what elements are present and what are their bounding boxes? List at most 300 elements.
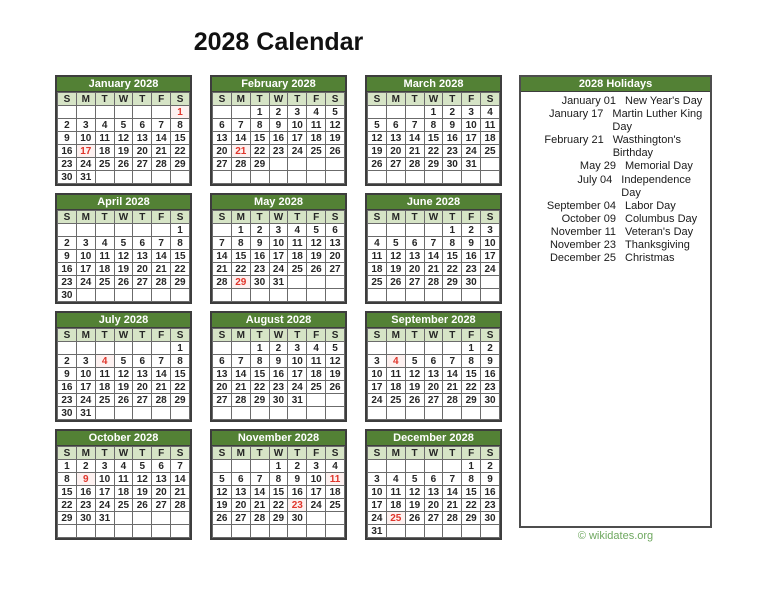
day-cell: 20 (424, 381, 443, 394)
day-cell: 10 (269, 237, 288, 250)
holiday-row (521, 200, 710, 213)
weekday-header: F (462, 329, 481, 342)
day-cell: 16 (269, 368, 288, 381)
day-cell: 7 (152, 237, 171, 250)
weekday-header: S (481, 93, 500, 106)
day-cell: 27 (213, 158, 232, 171)
day-cell: 19 (386, 263, 405, 276)
empty-day-cell (307, 158, 326, 171)
day-cell: 4 (307, 342, 326, 355)
day-cell: 2 (288, 460, 307, 473)
day-cell: 7 (250, 473, 269, 486)
empty-day-cell (307, 394, 326, 407)
empty-day-cell (424, 289, 443, 302)
day-cell: 23 (76, 499, 95, 512)
day-cell: 19 (114, 263, 133, 276)
day-cell: 10 (76, 132, 95, 145)
empty-day-cell (269, 407, 288, 420)
day-cell: 21 (424, 263, 443, 276)
empty-day-cell (152, 512, 171, 525)
day-cell: 1 (443, 224, 462, 237)
day-cell: 17 (76, 381, 95, 394)
day-cell: 8 (462, 355, 481, 368)
day-cell: 1 (171, 106, 190, 119)
day-cell: 19 (326, 368, 345, 381)
empty-day-cell (288, 407, 307, 420)
day-cell: 23 (481, 381, 500, 394)
day-cell: 14 (405, 132, 424, 145)
day-cell: 18 (481, 132, 500, 145)
holiday-name: Martin Luther King Day (612, 108, 703, 134)
weekday-header: W (114, 329, 133, 342)
weekday-header: T (405, 93, 424, 106)
day-cell: 14 (424, 250, 443, 263)
day-cell: 25 (368, 276, 387, 289)
day-cell: 24 (481, 263, 500, 276)
day-cell: 27 (405, 276, 424, 289)
empty-day-cell (76, 224, 95, 237)
empty-day-cell (269, 289, 288, 302)
day-cell: 8 (269, 473, 288, 486)
day-cell: 29 (462, 394, 481, 407)
day-cell: 3 (368, 473, 387, 486)
day-cell: 30 (250, 276, 269, 289)
empty-day-cell (58, 525, 77, 538)
day-cell: 27 (231, 512, 250, 525)
day-cell: 18 (307, 368, 326, 381)
holiday-row (521, 134, 710, 160)
empty-day-cell (213, 106, 232, 119)
empty-day-cell (133, 512, 152, 525)
empty-day-cell (213, 342, 232, 355)
weekday-header: T (133, 447, 152, 460)
day-cell: 8 (58, 473, 77, 486)
day-cell: 8 (231, 237, 250, 250)
holiday-row (521, 160, 710, 173)
holiday-row (521, 108, 710, 134)
day-cell: 24 (462, 145, 481, 158)
day-cell: 25 (307, 381, 326, 394)
empty-day-cell (114, 342, 133, 355)
empty-day-cell (405, 525, 424, 538)
day-cell: 24 (307, 499, 326, 512)
day-cell: 20 (326, 250, 345, 263)
empty-day-cell (386, 106, 405, 119)
day-cell: 22 (171, 381, 190, 394)
weekday-header: T (250, 447, 269, 460)
day-cell: 25 (386, 512, 405, 525)
day-cell: 29 (58, 512, 77, 525)
holiday-name: Veteran's Day (625, 225, 694, 238)
weekday-header: F (152, 93, 171, 106)
day-cell: 14 (250, 486, 269, 499)
empty-day-cell (58, 224, 77, 237)
empty-day-cell (462, 407, 481, 420)
weekday-header: S (481, 447, 500, 460)
day-cell: 24 (95, 499, 114, 512)
empty-day-cell (326, 512, 345, 525)
weekday-header: W (424, 93, 443, 106)
empty-day-cell (58, 106, 77, 119)
day-cell: 18 (288, 250, 307, 263)
day-cell: 22 (462, 381, 481, 394)
day-cell: 14 (213, 250, 232, 263)
day-cell: 6 (386, 119, 405, 132)
day-cell: 14 (443, 368, 462, 381)
empty-day-cell (114, 106, 133, 119)
day-cell: 17 (462, 132, 481, 145)
day-cell: 13 (152, 473, 171, 486)
day-cell: 8 (171, 355, 190, 368)
day-cell: 30 (288, 512, 307, 525)
month-calendar (55, 429, 192, 540)
empty-day-cell (114, 407, 133, 420)
day-cell: 25 (288, 263, 307, 276)
day-cell: 11 (95, 132, 114, 145)
day-cell: 21 (231, 381, 250, 394)
day-cell: 6 (152, 460, 171, 473)
day-cell: 4 (95, 355, 114, 368)
day-cell: 30 (58, 171, 77, 184)
day-cell: 9 (481, 473, 500, 486)
day-cell: 22 (424, 145, 443, 158)
weekday-header: S (481, 329, 500, 342)
day-cell: 14 (152, 368, 171, 381)
day-cell: 12 (368, 132, 387, 145)
day-cell: 19 (133, 486, 152, 499)
empty-day-cell (171, 289, 190, 302)
weekday-header: T (288, 329, 307, 342)
empty-day-cell (133, 224, 152, 237)
day-cell: 11 (114, 473, 133, 486)
day-cell: 21 (405, 145, 424, 158)
day-cell: 26 (386, 276, 405, 289)
month-title: October 2028 (57, 431, 190, 446)
day-cell: 3 (76, 119, 95, 132)
day-cell: 23 (462, 263, 481, 276)
holidays-panel (519, 75, 712, 528)
empty-day-cell (269, 158, 288, 171)
weekday-header: T (133, 211, 152, 224)
day-cell: 25 (326, 499, 345, 512)
day-cell: 2 (462, 224, 481, 237)
day-cell: 11 (326, 473, 345, 486)
empty-day-cell (443, 407, 462, 420)
weekday-header: T (405, 329, 424, 342)
weekday-header: S (58, 447, 77, 460)
day-cell: 27 (133, 158, 152, 171)
day-cell: 15 (171, 250, 190, 263)
holidays-panel-title: 2028 Holidays (521, 77, 710, 92)
weekday-header: S (213, 93, 232, 106)
day-cell: 20 (405, 263, 424, 276)
day-cell: 21 (213, 263, 232, 276)
weekday-header: M (231, 447, 250, 460)
day-cell: 15 (58, 486, 77, 499)
day-cell: 16 (481, 486, 500, 499)
weekday-header: S (213, 447, 232, 460)
day-cell: 27 (133, 394, 152, 407)
empty-day-cell (250, 460, 269, 473)
empty-day-cell (114, 224, 133, 237)
day-cell: 23 (481, 499, 500, 512)
day-cell: 18 (326, 486, 345, 499)
empty-day-cell (133, 407, 152, 420)
day-cell: 2 (269, 106, 288, 119)
day-cell: 3 (95, 460, 114, 473)
day-cell: 24 (288, 381, 307, 394)
holiday-date: October 09 (561, 212, 616, 225)
day-cell: 16 (58, 263, 77, 276)
day-cell: 17 (481, 250, 500, 263)
empty-day-cell (250, 407, 269, 420)
empty-day-cell (481, 171, 500, 184)
weekday-header: M (386, 211, 405, 224)
empty-day-cell (368, 407, 387, 420)
day-cell: 29 (462, 512, 481, 525)
day-cell: 6 (405, 237, 424, 250)
empty-day-cell (405, 224, 424, 237)
day-cell: 14 (443, 486, 462, 499)
month-title: June 2028 (367, 195, 500, 210)
day-cell: 20 (213, 145, 232, 158)
weekday-header: W (424, 329, 443, 342)
empty-day-cell (368, 289, 387, 302)
day-cell: 24 (76, 276, 95, 289)
weekday-header: W (424, 211, 443, 224)
day-cell: 17 (288, 132, 307, 145)
day-cell: 14 (152, 250, 171, 263)
day-cell: 12 (133, 473, 152, 486)
empty-day-cell (462, 171, 481, 184)
day-cell: 11 (368, 250, 387, 263)
day-cell: 14 (171, 473, 190, 486)
day-cell: 29 (424, 158, 443, 171)
day-cell: 7 (171, 460, 190, 473)
empty-day-cell (95, 342, 114, 355)
day-cell: 15 (443, 250, 462, 263)
day-cell: 9 (250, 237, 269, 250)
day-cell: 31 (368, 525, 387, 538)
day-cell: 2 (443, 106, 462, 119)
day-cell: 17 (95, 486, 114, 499)
day-cell: 19 (114, 145, 133, 158)
weekday-header: M (76, 211, 95, 224)
empty-day-cell (307, 276, 326, 289)
empty-day-cell (405, 407, 424, 420)
day-cell: 4 (368, 237, 387, 250)
day-cell: 2 (58, 119, 77, 132)
month-calendar (365, 429, 502, 540)
month-calendar (365, 311, 502, 422)
holiday-row (521, 226, 710, 239)
weekday-header: S (171, 447, 190, 460)
day-cell: 22 (462, 499, 481, 512)
day-cell: 27 (213, 394, 232, 407)
empty-day-cell (76, 342, 95, 355)
day-cell: 9 (76, 473, 95, 486)
weekday-header: W (114, 211, 133, 224)
day-cell: 5 (114, 237, 133, 250)
day-cell: 19 (405, 381, 424, 394)
holiday-name: New Year's Day (625, 95, 703, 107)
weekday-header: T (443, 211, 462, 224)
empty-day-cell (405, 171, 424, 184)
day-cell: 6 (213, 355, 232, 368)
day-cell: 4 (307, 106, 326, 119)
month-calendar (210, 75, 347, 186)
day-cell: 12 (114, 250, 133, 263)
day-cell: 27 (386, 158, 405, 171)
day-cell: 3 (462, 106, 481, 119)
empty-day-cell (326, 407, 345, 420)
day-cell: 25 (307, 145, 326, 158)
empty-day-cell (368, 224, 387, 237)
weekday-header: S (213, 211, 232, 224)
day-cell: 9 (481, 355, 500, 368)
day-cell: 21 (231, 145, 250, 158)
holiday-row (521, 252, 710, 265)
day-cell: 4 (386, 355, 405, 368)
weekday-header: M (231, 329, 250, 342)
day-cell: 7 (443, 473, 462, 486)
empty-day-cell (114, 525, 133, 538)
day-cell: 30 (481, 394, 500, 407)
day-cell: 2 (269, 342, 288, 355)
day-cell: 5 (326, 342, 345, 355)
day-cell: 11 (95, 250, 114, 263)
empty-day-cell (386, 342, 405, 355)
day-cell: 13 (133, 132, 152, 145)
empty-day-cell (171, 407, 190, 420)
day-cell: 10 (76, 250, 95, 263)
day-cell: 13 (213, 368, 232, 381)
empty-day-cell (152, 224, 171, 237)
page-title: 2028 Calendar (193, 28, 364, 56)
empty-day-cell (213, 289, 232, 302)
day-cell: 3 (76, 237, 95, 250)
empty-day-cell (443, 171, 462, 184)
day-cell: 21 (152, 263, 171, 276)
weekday-header: F (307, 329, 326, 342)
weekday-header: F (462, 93, 481, 106)
day-cell: 5 (368, 119, 387, 132)
month-calendar (210, 193, 347, 304)
empty-day-cell (269, 525, 288, 538)
empty-day-cell (95, 407, 114, 420)
day-cell: 20 (213, 381, 232, 394)
weekday-header: T (95, 211, 114, 224)
weekday-header: M (76, 329, 95, 342)
holiday-date: September 04 (546, 199, 616, 212)
day-cell: 29 (250, 394, 269, 407)
weekday-header: T (405, 211, 424, 224)
day-cell: 31 (269, 276, 288, 289)
weekday-header: M (231, 211, 250, 224)
day-cell: 29 (171, 394, 190, 407)
day-cell: 16 (250, 250, 269, 263)
day-cell: 5 (213, 473, 232, 486)
day-cell: 13 (386, 132, 405, 145)
day-cell: 14 (231, 132, 250, 145)
day-cell: 14 (231, 368, 250, 381)
empty-day-cell (424, 407, 443, 420)
empty-day-cell (213, 525, 232, 538)
day-cell: 6 (133, 355, 152, 368)
day-cell: 2 (58, 355, 77, 368)
day-cell: 7 (231, 119, 250, 132)
day-cell: 22 (250, 381, 269, 394)
day-cell: 16 (481, 368, 500, 381)
weekday-header: T (288, 447, 307, 460)
day-cell: 13 (133, 368, 152, 381)
day-cell: 23 (58, 394, 77, 407)
day-cell: 22 (171, 263, 190, 276)
month-title: February 2028 (212, 77, 345, 92)
empty-day-cell (231, 525, 250, 538)
empty-day-cell (152, 407, 171, 420)
day-cell: 16 (443, 132, 462, 145)
weekday-header: T (443, 93, 462, 106)
day-cell: 22 (171, 145, 190, 158)
day-cell: 25 (114, 499, 133, 512)
day-cell: 28 (443, 394, 462, 407)
holiday-name: Memorial Day (625, 160, 693, 173)
day-cell: 4 (114, 460, 133, 473)
empty-day-cell (326, 276, 345, 289)
empty-day-cell (133, 106, 152, 119)
day-cell: 7 (405, 119, 424, 132)
empty-day-cell (368, 460, 387, 473)
day-cell: 28 (405, 158, 424, 171)
day-cell: 1 (250, 106, 269, 119)
day-cell: 12 (114, 368, 133, 381)
day-cell: 21 (250, 499, 269, 512)
empty-day-cell (424, 525, 443, 538)
day-cell: 4 (386, 473, 405, 486)
day-cell: 10 (481, 237, 500, 250)
day-cell: 23 (443, 145, 462, 158)
day-cell: 19 (326, 132, 345, 145)
empty-day-cell (326, 289, 345, 302)
empty-day-cell (307, 512, 326, 525)
empty-day-cell (405, 289, 424, 302)
day-cell: 24 (269, 263, 288, 276)
day-cell: 25 (481, 145, 500, 158)
day-cell: 6 (424, 473, 443, 486)
weekday-header: W (269, 447, 288, 460)
empty-day-cell (288, 525, 307, 538)
empty-day-cell (250, 525, 269, 538)
holiday-name: Columbus Day (625, 212, 698, 225)
day-cell: 18 (386, 499, 405, 512)
day-cell: 12 (326, 119, 345, 132)
empty-day-cell (231, 460, 250, 473)
day-cell: 26 (213, 512, 232, 525)
day-cell: 12 (213, 486, 232, 499)
site-credit-link[interactable]: © wikidates.org (577, 530, 654, 542)
month-calendar (55, 311, 192, 422)
weekday-header: W (114, 93, 133, 106)
day-cell: 6 (424, 355, 443, 368)
day-cell: 8 (462, 473, 481, 486)
day-cell: 9 (269, 119, 288, 132)
day-cell: 12 (307, 237, 326, 250)
day-cell: 29 (171, 158, 190, 171)
day-cell: 16 (58, 381, 77, 394)
day-cell: 7 (424, 237, 443, 250)
empty-day-cell (405, 106, 424, 119)
